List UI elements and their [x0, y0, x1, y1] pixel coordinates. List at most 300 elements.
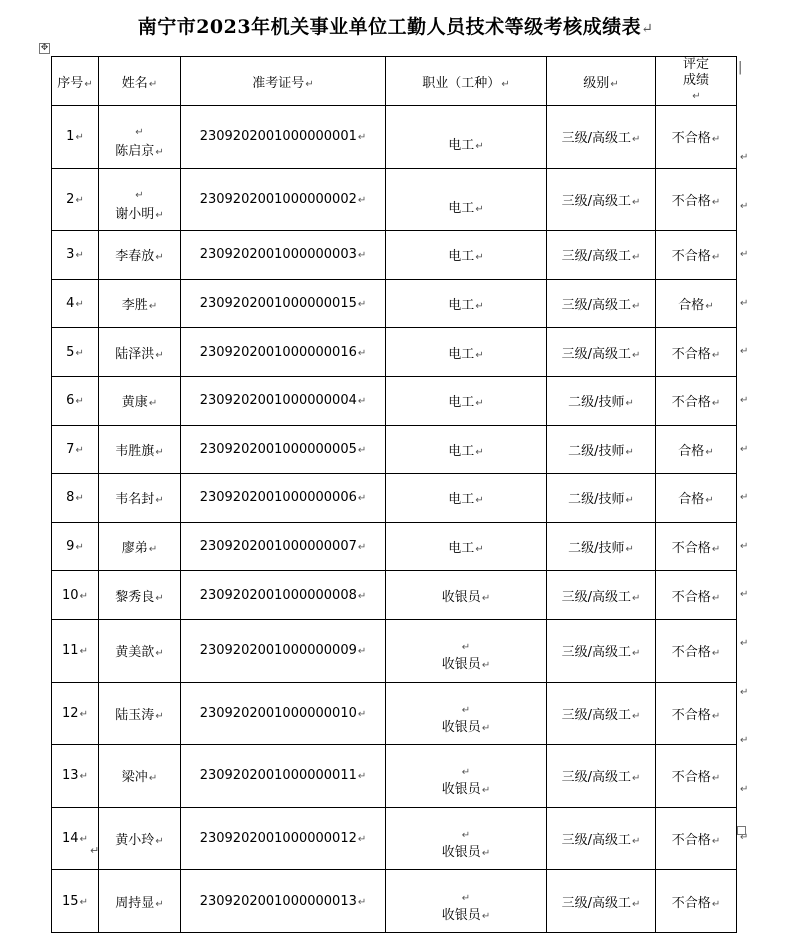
cell-seq-text: 12: [62, 705, 79, 721]
paragraph-mark: ↵: [625, 398, 634, 410]
cell-result: [656, 328, 737, 377]
paragraph-mark: ↵: [357, 834, 367, 846]
row-end-mark: ↵: [740, 540, 749, 552]
cell-level-text: 三级/高级工: [561, 249, 631, 265]
cell-seq-text: 8: [66, 490, 75, 506]
paragraph-mark: ↵: [357, 444, 367, 456]
paragraph-mark: ↵: [357, 132, 367, 144]
paragraph-mark: ↵: [632, 710, 641, 722]
paragraph-mark: ↵: [475, 203, 484, 215]
cell-level-text: 二级/技师: [568, 492, 625, 508]
cell-exam-id: [181, 328, 386, 377]
paragraph-mark: ↵: [75, 250, 84, 262]
paragraph-mark: ↵: [475, 544, 484, 556]
cell-occupation-text: 电工: [448, 346, 475, 362]
paragraph-mark: ↵: [155, 648, 164, 660]
cell-name-text: 梁冲: [121, 770, 148, 786]
cell-exam-id-text: 2309202001000000016: [199, 344, 357, 360]
paragraph-mark: ↵: [148, 301, 158, 313]
cell-occupation-text: 电工: [448, 443, 475, 459]
cell-level-text: 三级/高级工: [561, 131, 631, 147]
cell-exam-id: [181, 376, 386, 425]
cell-exam-id-text: 2309202001000000013: [199, 893, 357, 909]
paragraph-mark: ↵: [711, 710, 721, 722]
cell-level: [547, 522, 656, 571]
cell-occupation-text: 电工: [448, 200, 475, 216]
row-end-mark: ↵: [740, 200, 749, 212]
paragraph-mark: ↵: [625, 495, 634, 507]
cell-seq-text: 5: [66, 344, 75, 360]
cell-name-text: 周持显: [115, 895, 155, 911]
table-row: [52, 231, 737, 280]
cell-name: [99, 745, 181, 808]
paragraph-mark: ↵: [75, 444, 84, 456]
cell-seq-text: 3: [66, 247, 75, 263]
paragraph-mark: ↵: [632, 836, 641, 848]
cell-level-text: 三级/高级工: [561, 707, 631, 723]
paragraph-mark: ↵: [357, 347, 367, 359]
cell-exam-id: [181, 425, 386, 474]
cell-result-text: 不合格: [671, 833, 711, 849]
row-end-mark: ↵: [740, 346, 749, 358]
paragraph-mark: ↵: [75, 347, 84, 359]
paragraph-mark: ↵: [711, 349, 721, 361]
paragraph-mark: ↵: [481, 660, 491, 672]
cell-result-text: 不合格: [671, 193, 711, 209]
cell-result: [656, 474, 737, 523]
cell-seq-text: 1: [66, 129, 75, 145]
cell-occupation-text: 电工: [448, 492, 475, 508]
cell-occupation: [386, 807, 547, 870]
paragraph-mark: ↵: [481, 848, 491, 860]
paragraph-mark: ↵: [155, 252, 164, 264]
cell-seq: [52, 231, 99, 280]
cell-exam-id-text: 2309202001000000002: [199, 191, 357, 207]
cell-occupation: [386, 522, 547, 571]
paragraph-mark: ↵: [711, 836, 721, 848]
paragraph-mark: ↵: [155, 836, 164, 848]
row-end-mark: ↵: [740, 492, 749, 504]
cell-level: [547, 231, 656, 280]
cell-name: [99, 474, 181, 523]
paragraph-mark: ↵: [135, 127, 144, 139]
cell-result-text: 不合格: [671, 346, 711, 362]
cell-level-text: 三级/高级工: [561, 589, 631, 605]
cell-seq: [52, 807, 99, 870]
cell-result-text: 不合格: [671, 589, 711, 605]
cell-seq-text: 6: [66, 393, 75, 409]
cell-occupation: [386, 376, 547, 425]
paragraph-mark: ↵: [155, 147, 164, 159]
paragraph-mark: ↵: [481, 785, 491, 797]
paragraph-mark: ↵: [711, 592, 721, 604]
paragraph-mark: ↵: [148, 398, 158, 410]
paragraph-mark: ↵: [711, 648, 721, 660]
cell-exam-id-text: 2309202001000000015: [199, 296, 357, 312]
paragraph-mark: ↵: [75, 493, 84, 505]
cell-exam-id-text: 2309202001000000010: [199, 705, 357, 721]
paragraph-mark: ↵: [79, 834, 88, 846]
cell-result: [656, 168, 737, 231]
cell-occupation: [386, 571, 547, 620]
document-title: [0, 12, 791, 39]
table-row: [52, 522, 737, 571]
cell-exam-id: [181, 474, 386, 523]
cell-level: [547, 425, 656, 474]
cell-occupation: [386, 619, 547, 682]
table-row: [52, 168, 737, 231]
cell-name: [99, 870, 181, 933]
row-end-mark: ↵: [740, 832, 749, 844]
paragraph-mark: ↵: [75, 542, 84, 554]
paragraph-mark: ↵: [155, 495, 164, 507]
table-row: [52, 807, 737, 870]
paragraph-mark: ↵: [711, 196, 721, 208]
paragraph-mark: ↵: [461, 830, 471, 842]
cell-result-text: 不合格: [671, 895, 711, 911]
row-end-mark: ↵: [740, 589, 749, 601]
cell-occupation: [386, 745, 547, 808]
paragraph-mark: ↵: [148, 773, 158, 785]
row-end-mark: ↵: [740, 395, 749, 406]
paragraph-mark: ↵: [711, 544, 721, 556]
table-row: [52, 328, 737, 377]
paragraph-mark: ↵: [148, 544, 158, 556]
cell-result: [656, 376, 737, 425]
cell-seq: [52, 745, 99, 808]
cell-level-text: 三级/高级工: [561, 193, 631, 209]
row-end-mark: ↵: [740, 152, 749, 163]
row-end-mark: ↵: [740, 443, 749, 455]
paragraph-mark: ↵: [357, 590, 367, 602]
paragraph-mark: ↵: [461, 642, 471, 654]
cell-name-text: 黄小玲: [115, 833, 155, 849]
paragraph-mark: ↵: [461, 767, 471, 779]
cell-name-text: 韦胜旗: [115, 443, 155, 459]
cell-result-text: 不合格: [671, 249, 711, 265]
paragraph-mark: ↵: [75, 299, 84, 311]
cell-seq: [52, 279, 99, 328]
cell-name: [99, 168, 181, 231]
cell-exam-id: [181, 231, 386, 280]
cell-occupation: [386, 231, 547, 280]
cell-seq-text: 13: [62, 768, 79, 784]
cell-level: [547, 870, 656, 933]
header-name: 姓名↵: [99, 57, 181, 106]
cell-level-text: 二级/技师: [568, 395, 625, 411]
document-title-text: 南宁市2023年机关事业单位工勤人员技术等级考核成绩表: [137, 16, 642, 38]
table-row: [52, 870, 737, 933]
table-row: [52, 474, 737, 523]
cell-exam-id-text: 2309202001000000005: [199, 441, 357, 457]
header-occupation: 职业（工种）↵: [386, 57, 547, 106]
cell-result: [656, 279, 737, 328]
paragraph-mark: ↵: [79, 590, 88, 602]
cell-exam-id-text: 2309202001000000001: [199, 129, 357, 145]
cell-name: [99, 231, 181, 280]
cell-seq: [52, 328, 99, 377]
cell-level: [547, 279, 656, 328]
paragraph-mark: ↵: [357, 542, 367, 554]
cell-exam-id-text: 2309202001000000012: [199, 831, 357, 847]
cell-exam-id: [181, 168, 386, 231]
cell-occupation-text: 电工: [448, 298, 475, 314]
cell-seq-text: 15: [62, 893, 79, 909]
paragraph-mark: ↵: [75, 396, 84, 408]
paragraph-mark: ↵: [135, 189, 144, 201]
paragraph-mark: ↵: [357, 646, 367, 658]
cell-seq: [52, 682, 99, 745]
cell-occupation-text: 收银员: [441, 782, 481, 798]
cell-level: [547, 619, 656, 682]
cell-name-text: 李春放: [115, 249, 155, 265]
cell-name-text: 陈启京: [115, 144, 155, 160]
paragraph-mark: ↵: [625, 446, 634, 458]
paragraph-mark: ↵: [632, 898, 641, 910]
cell-seq-text: 2: [66, 191, 75, 207]
cell-exam-id: [181, 571, 386, 620]
row-end-marker: |: [738, 60, 743, 75]
cell-name: [99, 106, 181, 169]
header-result: 评定 成绩 ↵: [656, 57, 737, 106]
table-resize-handle-icon[interactable]: [737, 826, 746, 835]
cell-name: [99, 807, 181, 870]
cell-name-text: 黎秀良: [115, 589, 155, 605]
cell-exam-id-text: 2309202001000000008: [199, 587, 357, 603]
paragraph-mark: ↵: [155, 209, 164, 221]
cell-result-text: 不合格: [671, 131, 711, 147]
cell-seq: [52, 870, 99, 933]
cell-result: [656, 682, 737, 745]
paragraph-mark: ↵: [155, 710, 164, 722]
paragraph-mark: ↵: [632, 592, 641, 604]
row-end-mark: ↵: [740, 638, 749, 649]
cell-occupation: [386, 474, 547, 523]
cell-result: [656, 619, 737, 682]
cell-level-text: 二级/技师: [568, 541, 625, 557]
cell-result-text: 合格: [678, 298, 705, 314]
cell-occupation-text: 收银员: [441, 657, 481, 673]
cell-name: [99, 425, 181, 474]
cell-level-text: 二级/技师: [568, 443, 625, 459]
cell-level: [547, 745, 656, 808]
cell-level: [547, 474, 656, 523]
header-seq: 序号↵: [52, 57, 99, 106]
paragraph-mark: ↵: [155, 349, 164, 361]
cell-result-text: 不合格: [671, 770, 711, 786]
cell-exam-id-text: 2309202001000000007: [199, 539, 357, 555]
paragraph-mark: ↵: [625, 544, 634, 556]
paragraph-mark: ↵: [481, 722, 491, 734]
cell-seq-text: 14: [62, 831, 79, 847]
cell-name-text: 陆玉涛: [115, 707, 155, 723]
paragraph-mark: ↵: [481, 910, 491, 922]
paragraph-mark: ↵: [632, 252, 641, 264]
cell-exam-id: [181, 106, 386, 169]
cell-name: [99, 279, 181, 328]
paragraph-mark: ↵: [155, 898, 164, 910]
paragraph-mark: ↵: [632, 134, 641, 146]
row-end-mark: ↵: [740, 297, 749, 309]
cell-name-text: 韦名封: [115, 492, 155, 508]
paragraph-mark: ↵: [632, 349, 641, 361]
cell-name: [99, 522, 181, 571]
header-exam-id: 准考证号↵: [181, 57, 386, 106]
cell-result-text: 合格: [678, 443, 705, 459]
cell-level: [547, 106, 656, 169]
paragraph-mark: ↵: [632, 196, 641, 208]
cell-level: [547, 682, 656, 745]
cell-name-text: 黄康: [121, 395, 148, 411]
paragraph-mark: ↵: [475, 349, 484, 361]
cell-exam-id: [181, 619, 386, 682]
cell-level-text: 三级/高级工: [561, 645, 631, 661]
cell-seq: [52, 522, 99, 571]
cell-result-text: 合格: [678, 492, 705, 508]
row-end-mark: ↵: [740, 783, 749, 795]
cell-occupation: [386, 279, 547, 328]
paragraph-mark: ↵: [79, 708, 88, 720]
paragraph-mark: ↵: [475, 252, 484, 264]
cell-result: [656, 870, 737, 933]
cell-occupation: [386, 682, 547, 745]
paragraph-mark: ↵: [711, 134, 721, 146]
table-row: [52, 619, 737, 682]
cell-name: [99, 619, 181, 682]
paragraph-mark: ↵: [632, 773, 641, 785]
results-table: [51, 56, 737, 933]
paragraph-mark: ↵: [357, 250, 367, 262]
paragraph-mark: ↵: [641, 21, 654, 37]
cell-occupation: [386, 425, 547, 474]
cell-name-text: 黄美歆: [115, 645, 155, 661]
paragraph-mark: ↵: [357, 493, 367, 505]
header-level: 级别↵: [547, 57, 656, 106]
paragraph-mark: ↵: [461, 704, 471, 716]
cell-result: [656, 425, 737, 474]
paragraph-mark: ↵: [475, 141, 484, 153]
paragraph-mark: ↵: [357, 299, 367, 311]
paragraph-mark: ↵: [461, 892, 471, 904]
paragraph-mark: ↵: [475, 495, 484, 507]
trailing-paragraph-mark: ↵: [90, 844, 100, 857]
cell-level: [547, 571, 656, 620]
cell-name: [99, 571, 181, 620]
paragraph-mark: ↵: [155, 592, 164, 604]
table-row: [52, 571, 737, 620]
cell-occupation-text: 收银员: [441, 907, 481, 923]
paragraph-mark: ↵: [475, 446, 484, 458]
cell-result: [656, 522, 737, 571]
cell-level-text: 三级/高级工: [561, 833, 631, 849]
paragraph-mark: ↵: [632, 648, 641, 660]
paragraph-mark: ↵: [79, 896, 88, 908]
cell-seq: [52, 619, 99, 682]
cell-result-text: 不合格: [671, 645, 711, 661]
cell-exam-id: [181, 522, 386, 571]
paragraph-mark: ↵: [79, 646, 88, 658]
cell-result: [656, 231, 737, 280]
cell-result: [656, 571, 737, 620]
cell-seq: [52, 106, 99, 169]
paragraph-mark: ↵: [75, 194, 84, 206]
cell-level: [547, 376, 656, 425]
cell-occupation-text: 电工: [448, 395, 475, 411]
paragraph-mark: ↵: [75, 132, 84, 144]
table-row: [52, 279, 737, 328]
paragraph-mark: ↵: [705, 301, 714, 313]
table-row: [52, 376, 737, 425]
table-row: [52, 425, 737, 474]
cell-seq-text: 9: [66, 539, 75, 555]
paragraph-mark: ↵: [475, 398, 484, 410]
cell-seq-text: 11: [62, 643, 79, 659]
cell-seq-text: 4: [66, 296, 75, 312]
paragraph-mark: ↵: [711, 898, 721, 910]
paragraph-mark: ↵: [155, 446, 164, 458]
cell-level: [547, 168, 656, 231]
table-move-handle-icon[interactable]: ✥: [40, 43, 49, 53]
cell-name: [99, 328, 181, 377]
cell-occupation: [386, 106, 547, 169]
cell-seq: [52, 425, 99, 474]
table-row: [52, 106, 737, 169]
cell-name: [99, 682, 181, 745]
paragraph-mark: ↵: [711, 773, 721, 785]
table-header-row: [52, 57, 737, 106]
row-end-mark: ↵: [740, 735, 749, 747]
paragraph-mark: ↵: [357, 771, 367, 783]
cell-seq: [52, 474, 99, 523]
row-end-mark: ↵: [740, 686, 749, 698]
cell-occupation: [386, 168, 547, 231]
paragraph-mark: ↵: [711, 252, 721, 264]
cell-seq: [52, 571, 99, 620]
cell-level-text: 三级/高级工: [561, 346, 631, 362]
cell-result: [656, 745, 737, 808]
cell-result: [656, 807, 737, 870]
cell-exam-id-text: 2309202001000000004: [199, 393, 357, 409]
cell-name-text: 谢小明: [115, 206, 155, 222]
cell-exam-id-text: 2309202001000000009: [199, 643, 357, 659]
cell-seq: [52, 376, 99, 425]
cell-exam-id: [181, 870, 386, 933]
cell-name: [99, 376, 181, 425]
cell-level: [547, 328, 656, 377]
cell-level: [547, 807, 656, 870]
cell-exam-id: [181, 682, 386, 745]
paragraph-mark: ↵: [481, 592, 491, 604]
table-row: [52, 682, 737, 745]
paragraph-mark: ↵: [79, 771, 88, 783]
cell-level-text: 三级/高级工: [561, 770, 631, 786]
paragraph-mark: ↵: [711, 398, 721, 410]
cell-occupation-text: 电工: [448, 249, 475, 265]
cell-occupation: [386, 328, 547, 377]
cell-result-text: 不合格: [671, 541, 711, 557]
cell-name-text: 李胜: [121, 298, 148, 314]
paragraph-mark: ↵: [705, 446, 714, 458]
cell-name-text: 廖弟: [121, 541, 148, 557]
table-row: [52, 745, 737, 808]
paragraph-mark: ↵: [357, 194, 367, 206]
paragraph-mark: ↵: [705, 495, 714, 507]
paragraph-mark: ↵: [475, 301, 484, 313]
cell-exam-id-text: 2309202001000000006: [199, 490, 357, 506]
cell-exam-id-text: 2309202001000000003: [199, 247, 357, 263]
cell-result-text: 不合格: [671, 395, 711, 411]
paragraph-mark: ↵: [357, 708, 367, 720]
